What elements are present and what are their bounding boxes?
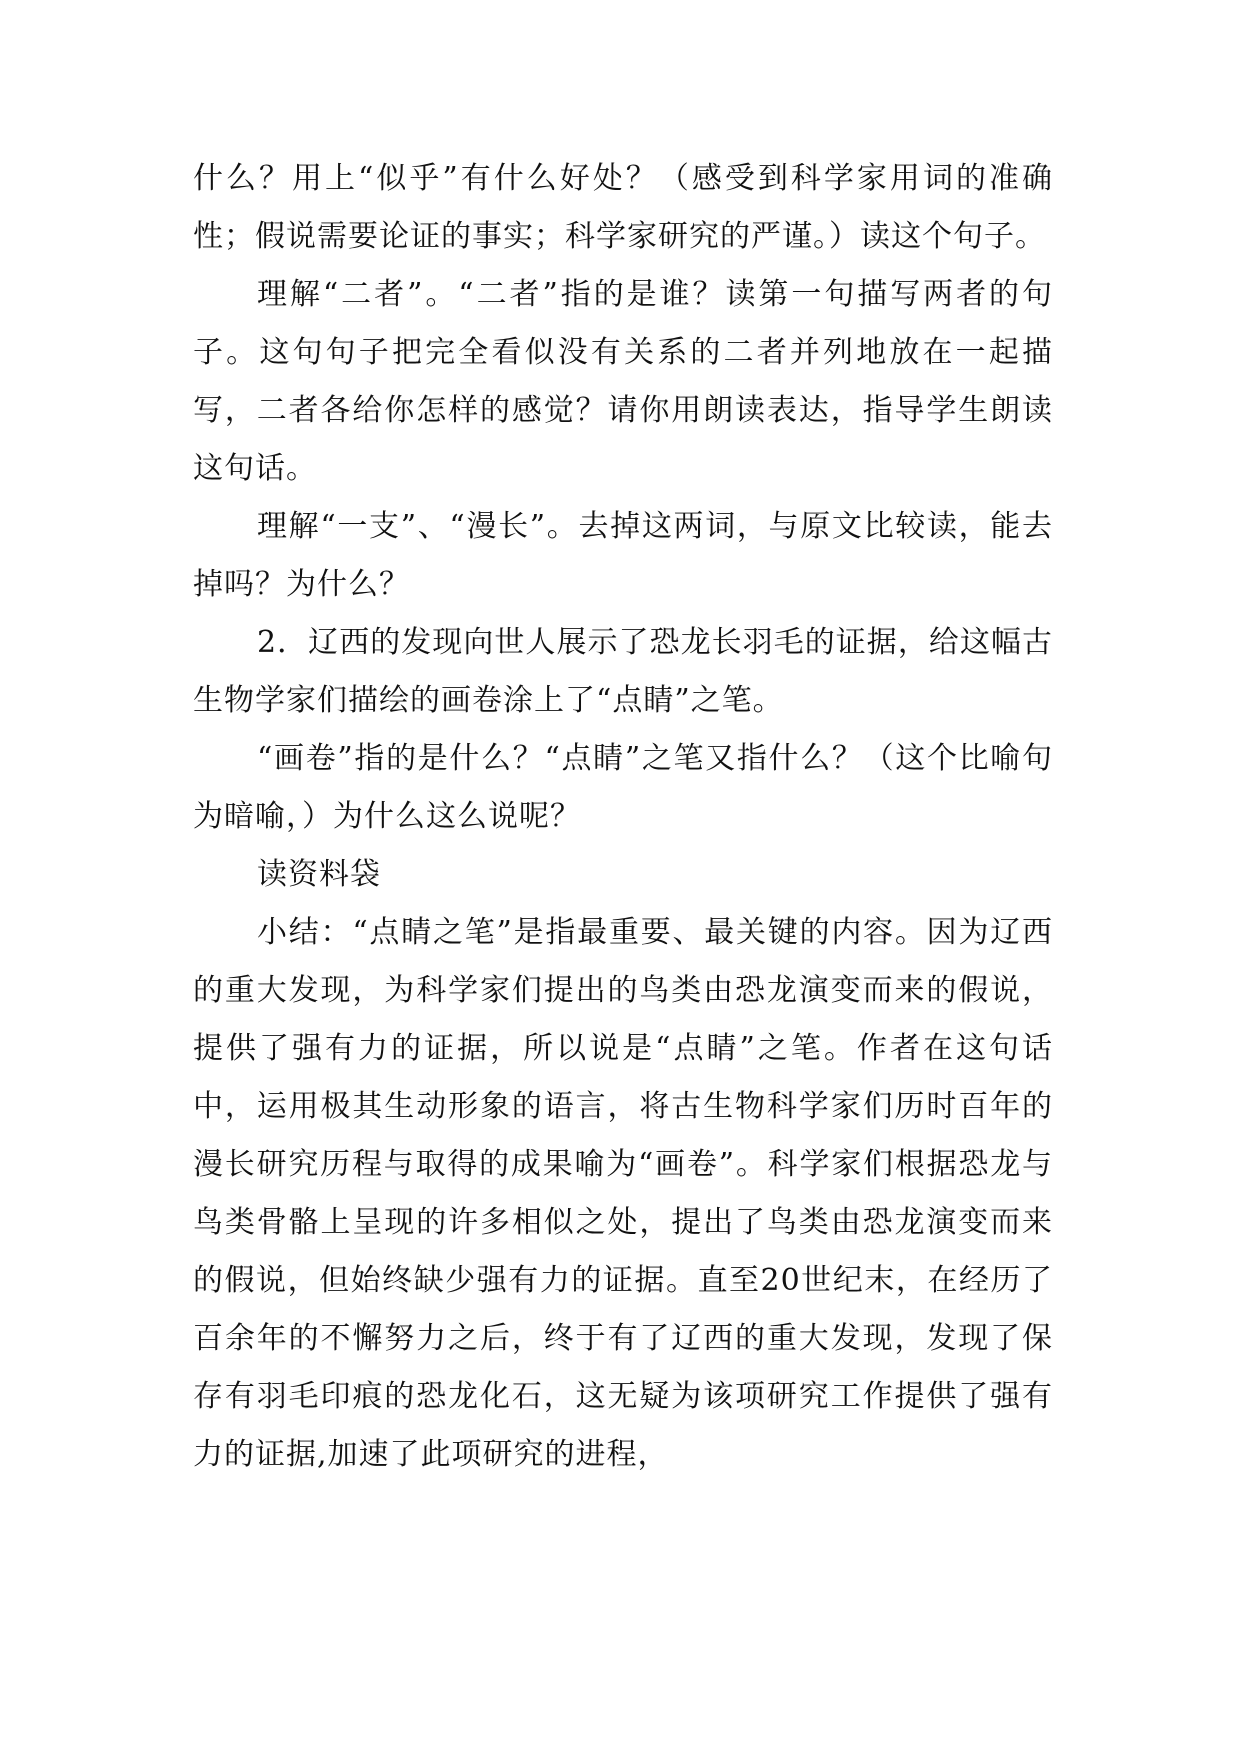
paragraph-7: 小结：“点睛之笔”是指最重要、最关键的内容。因为辽西的重大发现，为科学家们提出的鸟类由恐龙演变而来的假说，提供了强有力的证据，所以说是“点睛”之笔。作者在这句话中，运用极其生动形象的语言，将古生物科学家们历时百年的漫长研究历程与取得的成果喻为“画卷”。科学家们根据恐龙与鸟类骨骼上呈现的许多相似之处，提出了鸟类由恐龙演变而来的假说，但始终缺少强有力的证据。直至20世纪末，在经历了百余年的不懈努力之后，终于有了辽西的重大发现，发现了保存有羽毛印痕的恐龙化石，这无疑为该项研究工作提供了强有力的证据,加速了此项研究的进程， bbox=[193, 915, 1053, 1472]
paragraph-3: 理解“一支”、“漫长”。去掉这两词，与原文比较读，能去掉吗？为什么？ bbox=[193, 509, 1053, 602]
paragraph-5: “画卷”指的是什么？“点睛”之笔又指什么？（这个比喻句为暗喻，）为什么这么说呢？ bbox=[193, 741, 1053, 834]
paragraph-2: 理解“二者”。“二者”指的是谁？读第一句描写两者的句子。这句句子把完全看似没有关系的二者并列地放在一起描写，二者各给你怎样的感觉？请你用朗读表达，指导学生朗读这句话。 bbox=[193, 277, 1053, 486]
paragraph-1: 什么？用上“似乎”有什么好处？（感受到科学家用词的准确性；假说需要论证的事实；科学家研究的严谨。）读这个句子。 bbox=[193, 161, 1053, 254]
paragraph-6: 读资料袋 bbox=[257, 857, 381, 892]
paragraph-4: 2．辽西的发现向世人展示了恐龙长羽毛的证据，给这幅古生物学家们描绘的画卷涂上了“点睛”之笔。 bbox=[193, 625, 1053, 718]
document-body bbox=[193, 150, 1053, 1484]
